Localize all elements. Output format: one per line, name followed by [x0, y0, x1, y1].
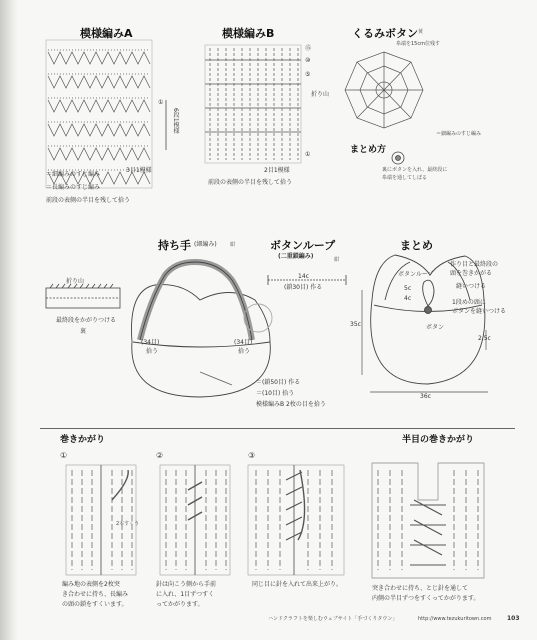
pattern-b-stitch-repeat: 2目1模様 [264, 167, 290, 174]
pattern-b-fold-label: 折り山 [311, 91, 330, 98]
assembly-dim-5c: 5c [404, 285, 412, 292]
whip-step-1-diagram [66, 465, 136, 575]
whip-title: 巻きかがり [60, 435, 106, 445]
assembly-dim-35c: 35c [350, 321, 361, 328]
pattern-b-title: 模様編みB [222, 27, 275, 40]
pattern-b-row-10: ⑩ [305, 57, 311, 64]
button-legend: ＝細編みのすじ編み [436, 131, 482, 137]
whip-step-1-text-2: き合わせに持ち、長編み [62, 591, 129, 598]
bag-note-2: ＝(10目) 拾う [256, 390, 295, 397]
handle-color-tag: 紺 [230, 242, 236, 248]
bag-note-1: ＝(鎖50目) 作る [256, 379, 301, 386]
assembly-dim-4c: 4c [404, 295, 412, 302]
chart-pattern-b [205, 45, 301, 163]
whip-step-2-diagram [160, 465, 230, 575]
half-whip-diagram [372, 463, 484, 578]
handle-pick-left: (34目) [141, 339, 160, 346]
section-divider [40, 428, 515, 429]
footer-site-text: ハンドクラフトを楽しむウェブサイト「手づくりタウン」 [268, 616, 398, 622]
whip-step-1-label: 2本すくう [116, 521, 140, 527]
footer-url[interactable]: http://www.tezukuritown.com [418, 616, 492, 622]
pattern-a-note: 前段の表側の半目を残して拾う [46, 197, 131, 204]
pattern-a-legend-1: ＝細編みのすじ編み [46, 171, 101, 178]
loop-chain: (鎖30目) 作る [284, 284, 323, 291]
bag-note-3: 模様編みB 2枚の目を拾う [256, 401, 326, 408]
handle-pick-right: (34目) [234, 339, 253, 346]
pattern-a-legend-2: ＝長編みのすじ編み [46, 184, 101, 191]
half-whip-text-1: 突き合わせに持ち、とじ針を通して [372, 585, 469, 592]
handle-back-label: 裏 [80, 328, 87, 335]
pattern-a-repeat-mark: ① [158, 99, 164, 106]
whip-step-2-text-3: ってかがります。 [156, 601, 204, 608]
button-howto-title: まとめ方 [350, 145, 387, 155]
pattern-b-row-5: ⑤ [305, 71, 311, 78]
handle-strip-diagram [46, 284, 120, 308]
handle-finish-note: 最終段をかがりつける [56, 317, 117, 324]
button-title: くるみボタン [352, 27, 418, 40]
whip-step-1-number: ① [60, 451, 68, 460]
whip-step-1-text-3: の頭の鎖をすくいます。 [62, 601, 128, 608]
assembly-loop-label: ボタンループ [398, 271, 434, 278]
bag-with-handles-diagram [131, 262, 272, 397]
assembly-dim-2-5c: 2.5c [478, 335, 491, 342]
assembly-note-1: 作り目と最終段の [450, 261, 499, 268]
half-whip-text-2: 内側の半目ずつをすくってかがります。 [372, 595, 480, 602]
whip-step-3-number: ③ [248, 451, 256, 460]
pattern-b-note: 前段の表側の半目を残して拾う [208, 179, 293, 186]
pattern-a-title: 模様編みA [80, 27, 133, 40]
button-howto-text-1: 裏にボタンを入れ、最終段に [382, 167, 448, 173]
whip-step-1-text-1: 編み地の表側を2枚突 [62, 581, 120, 588]
half-whip-title: 半目の巻きかがり [402, 435, 475, 445]
loop-length: 14c [298, 273, 309, 280]
whip-step-2-number: ② [156, 451, 164, 460]
handle-pick-left-2: 拾う [146, 348, 159, 355]
whip-step-3-diagram [248, 465, 344, 575]
button-tail-note: 糸端を15cm位残す [396, 41, 440, 47]
whip-step-2-text-1: 針は向こう側から手前 [156, 581, 217, 588]
chart-pattern-a [46, 40, 166, 188]
assembly-title: まとめ [400, 239, 433, 252]
assembly-note-3: 縫いつける [456, 283, 487, 290]
assembly-note-5: ボタンを縫いつける [452, 308, 507, 315]
pattern-a-rows-label: 6段1模様 [172, 108, 179, 134]
loop-color-tag: 紺 [334, 257, 340, 263]
pattern-a-stitch-repeat: 3目1模様 [126, 167, 152, 174]
whip-step-3-text: 同じ目に針を入れて出来上がり。 [252, 581, 343, 588]
handle-title: 持ち手 [158, 239, 191, 252]
assembly-dim-36c: 36c [420, 393, 431, 400]
whip-step-2-text-2: に入れ、1目ずつすく [156, 591, 215, 598]
assembly-note-2: 頭を巻きかがる [450, 270, 493, 277]
handle-fold-label: 折り山 [66, 278, 85, 285]
pattern-b-row-15: ⑮ [305, 45, 312, 52]
handle-subtitle: (細編み) [194, 241, 217, 248]
loop-subtitle: (二重鎖編み) [278, 253, 314, 260]
handle-pick-right-2: 拾う [238, 348, 251, 355]
button-color-tag: 黄 [418, 29, 424, 35]
chart-covered-button [345, 52, 423, 128]
page-number: 103 [507, 615, 520, 622]
button-assembly-icon [392, 152, 404, 164]
button-howto-text-2: 糸端を通してしぼる [382, 175, 428, 181]
pattern-b-row-1: ① [305, 151, 311, 158]
loop-title: ボタンループ [270, 239, 336, 252]
assembly-note-4: 1段めの頭に [452, 299, 486, 306]
assembly-button-label: ボタン [426, 324, 445, 331]
